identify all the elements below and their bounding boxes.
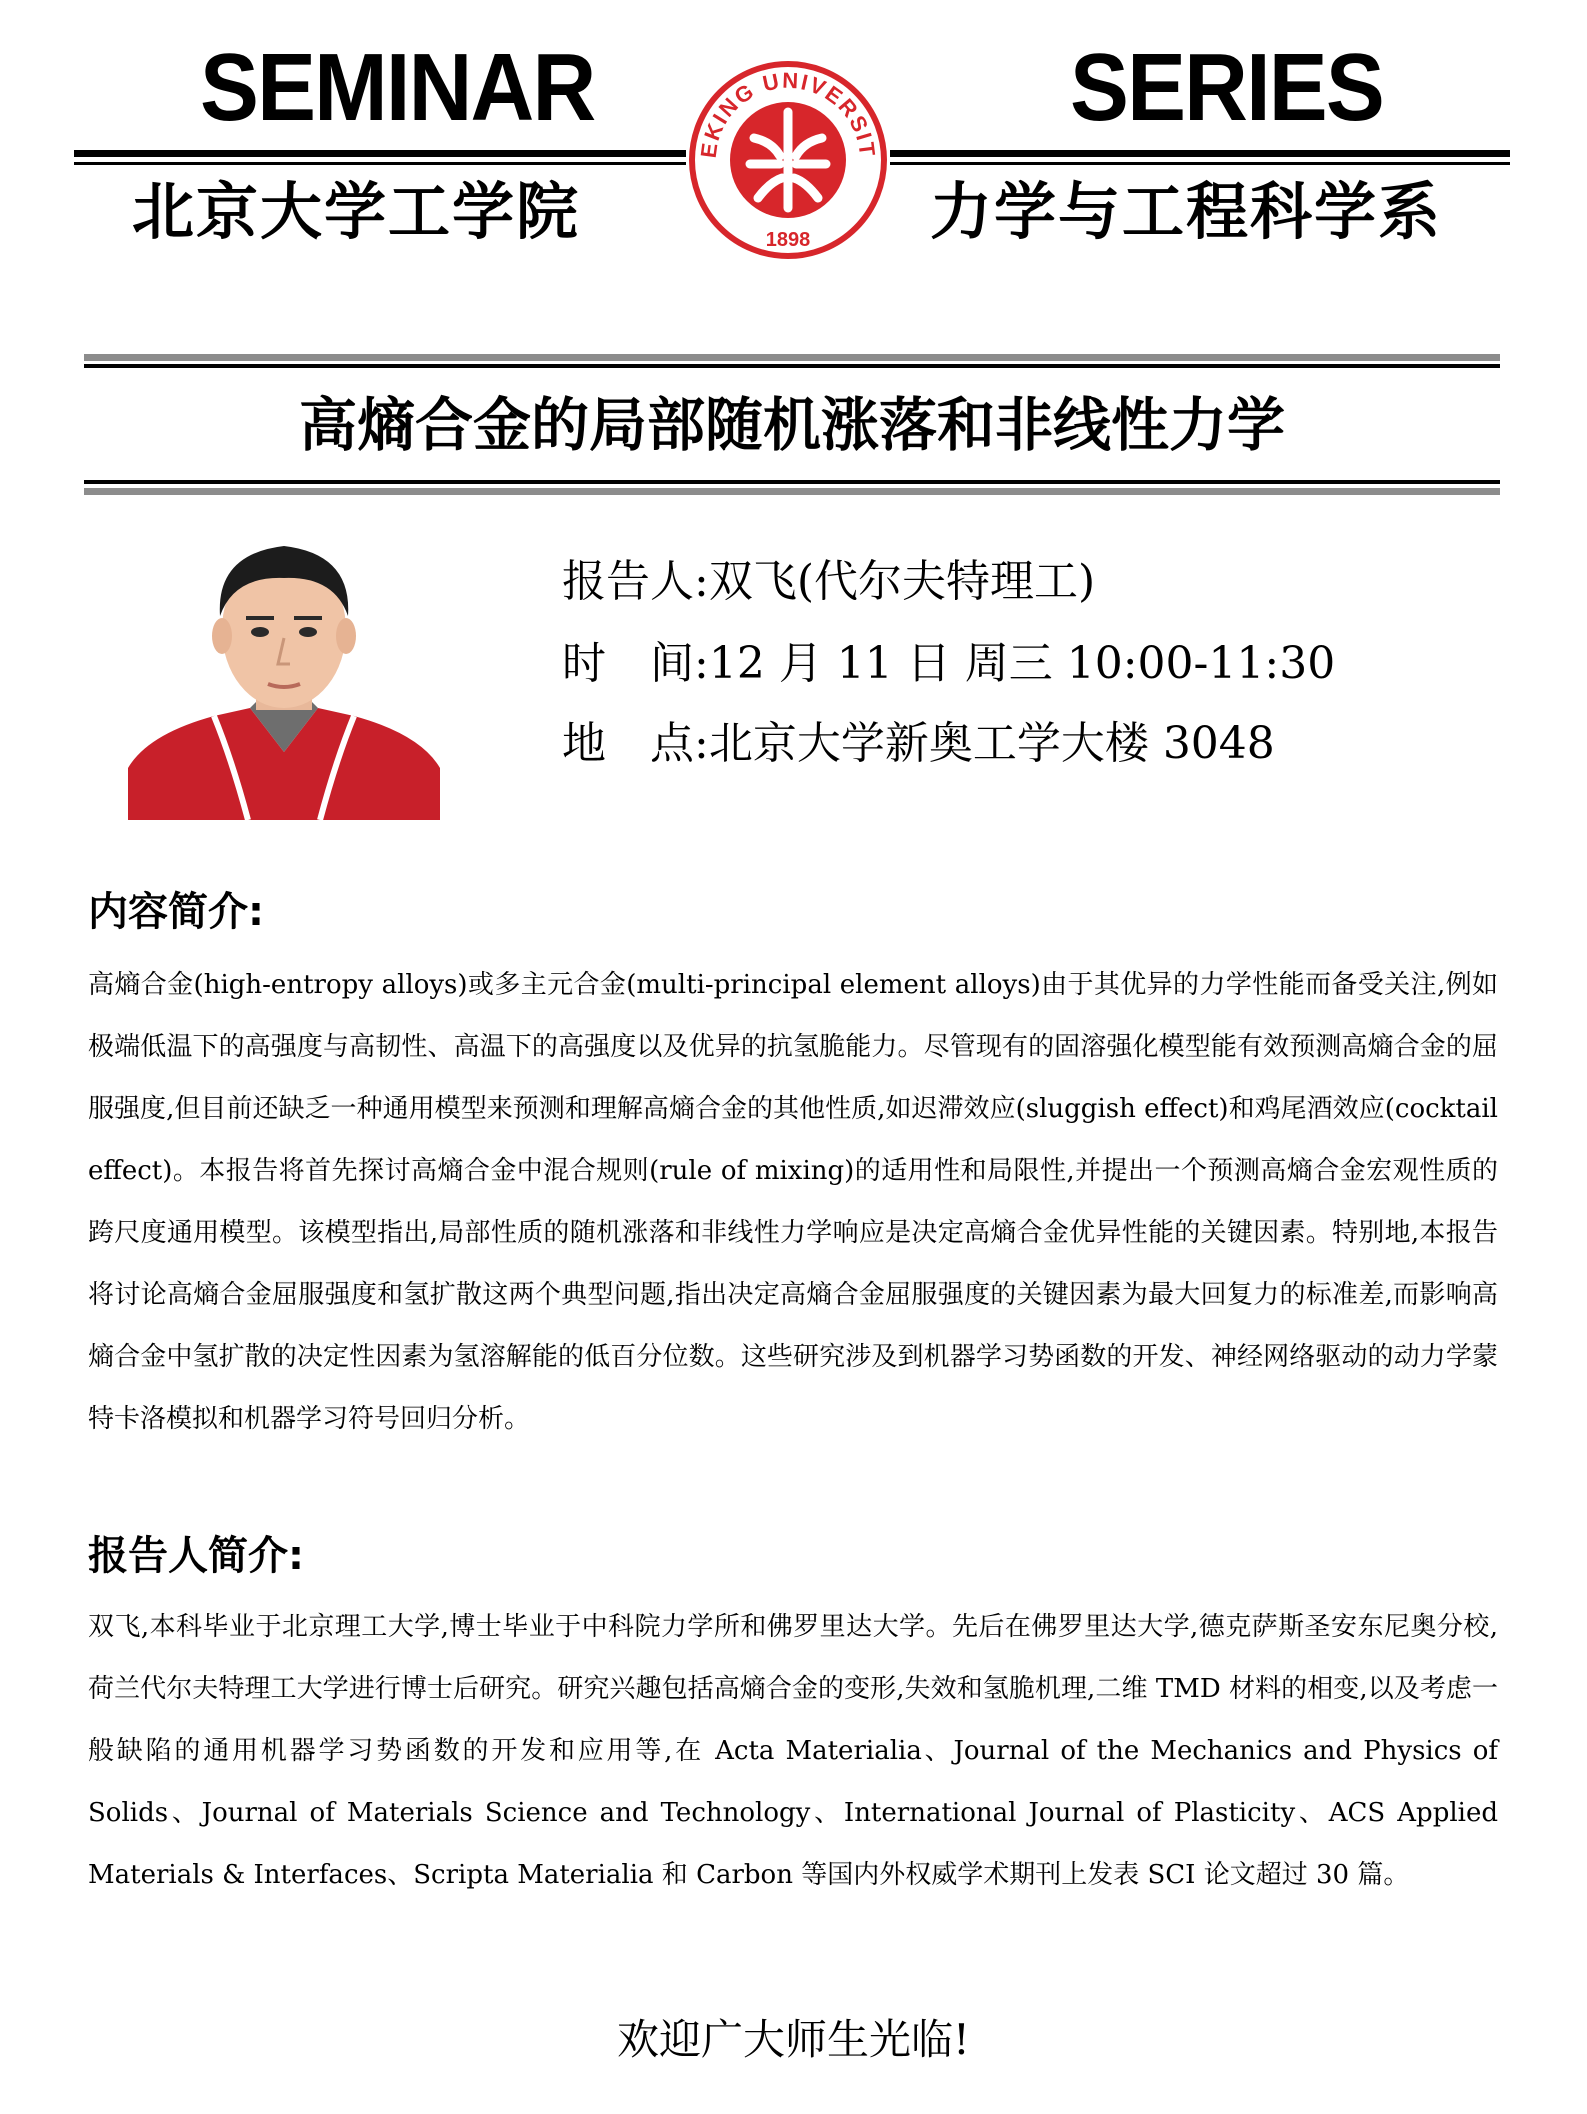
- time-value: 12 月 11 日 周三 10:00-11:30: [708, 638, 1336, 689]
- seminar-heading: SEMINAR: [200, 34, 595, 141]
- title-bar-bottom-black: [84, 480, 1500, 484]
- series-heading: SERIES: [1070, 34, 1383, 141]
- time-label: 时 间:: [562, 638, 709, 689]
- bio-heading: 报告人简介:: [88, 1533, 304, 1579]
- place-value: 北京大学新奥工学大楼 3048: [708, 718, 1275, 769]
- header-rule-right-thick: [890, 150, 1510, 157]
- department-name: 力学与工程科学系: [930, 175, 1443, 248]
- header-rule-left-thick: [74, 150, 686, 157]
- bio-body: 双飞,本科毕业于北京理工大学,博士毕业于中科院力学所和佛罗里达大学。先后在佛罗里达大学,德克萨斯圣安东尼奥分校,荷兰代尔夫特理工大学进行博士后研究。研究兴趣包括高熵合金的变形,失效和氢脆机理,二维 TMD 材料的相变,以及考虑一般缺陷的通用机器学习势函数的开发和应用等,在 Acta Materialia、Journal of the Mechanics and Physics of Solids、Journal of Materials Science and Technology、International Journal of Plasticity、ACS Applied Materials & Interfaces、Scripta Materialia 和 Carbon 等国内外权威学术期刊上发表 SCI 论文超过 30 篇。: [88, 1612, 1498, 1890]
- speaker-value: 双飞(代尔夫特理工): [708, 556, 1096, 607]
- place-label: 地 点:: [562, 718, 709, 769]
- header-rule-left-thin: [74, 162, 686, 165]
- abstract-body: 高熵合金(high-entropy alloys)或多主元合金(multi-principal element alloys)由于其优异的力学性能而备受关注,例如极端低温下的高强度与高韧性、高温下的高强度以及优异的抗氢脆能力。尽管现有的固溶强化模型能有效预测高熵合金的屈服强度,但目前还缺乏一种通用模型来预测和理解高熵合金的其他性质,如迟滞效应(sluggish effect)和鸡尾酒效应(cocktail effect)。本报告将首先探讨高熵合金中混合规则(rule of mixing)的适用性和局限性,并提出一个预测高熵合金宏观性质的跨尺度通用模型。该模型指出,局部性质的随机涨落和非线性力学响应是决定高熵合金优异性能的关键因素。特别地,本报告将讨论高熵合金屈服强度和氢扩散这两个典型问题,指出决定高熵合金屈服强度的关键因素为最大回复力的标准差,而影响高熵合金中氢扩散的决定性因素为氢溶解能的低百分位数。这些研究涉及到机器学习势函数的开发、神经网络驱动的动力学蒙特卡洛模拟和机器学习符号回归分析。: [88, 970, 1498, 1434]
- title-bar-bottom-gray: [84, 488, 1500, 495]
- speaker-portrait-icon: [128, 520, 440, 820]
- time-line: [562, 634, 1335, 694]
- speaker-label: 报告人:: [562, 556, 709, 607]
- place-line: [562, 714, 1275, 774]
- speaker-line: [562, 552, 1095, 612]
- logo-ring-text: EKING UNIVERSIT: [695, 67, 881, 160]
- logo-seal-icon: [688, 60, 888, 260]
- welcome-message: 欢迎广大师生光临!: [617, 2015, 970, 2064]
- header-rule-right-thin: [890, 162, 1510, 165]
- speaker-photo: [128, 520, 440, 820]
- college-name: 北京大学工学院: [132, 175, 581, 248]
- title-bar-top-black: [84, 364, 1500, 368]
- logo-year: 1898: [765, 229, 811, 251]
- seminar-title: 高熵合金的局部随机涨落和非线性力学: [298, 391, 1285, 459]
- title-bar-top-gray: [84, 354, 1500, 361]
- peking-university-logo: [688, 60, 888, 260]
- abstract-heading: 内容简介:: [88, 889, 264, 935]
